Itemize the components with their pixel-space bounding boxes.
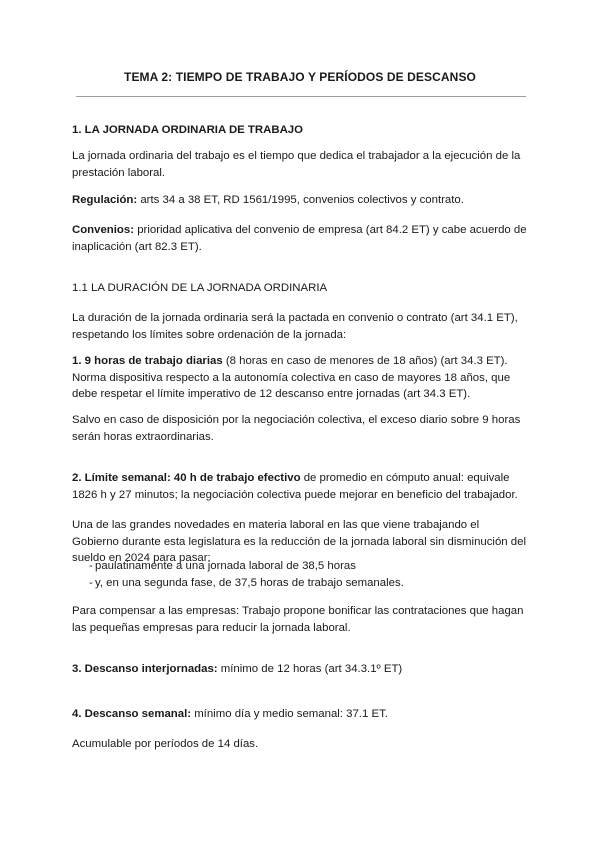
limit-4-paragraph [72,706,528,723]
limit-4-label: 4. Descanso semanal: [72,708,192,720]
limit-4-text: mínimo día y medio semanal: 37.1 ET. [191,708,388,720]
list-item: - paulatinamente a una jornada laboral de 38,5 horas [72,558,528,575]
accumulable-paragraph: Acumulable por períodos de 14 días. [72,738,259,750]
limit-3-paragraph [72,661,528,678]
regulacion-label: Regulación: [72,194,138,206]
reduction-list [72,558,528,591]
limit-2-label: 2. Límite semanal: 40 h de trabajo efectivo [72,472,301,484]
section-1-heading: 1. LA JORNADA ORDINARIA DE TRABAJO [72,124,303,136]
limit-1-label: 1. 9 horas de trabajo diarias [72,355,223,367]
overtime-paragraph: Salvo en caso de disposición por la negociación colectiva, el exceso diario sobre 9 horas serán horas extraordinarias. [72,414,521,443]
document-title: TEMA 2: TIEMPO DE TRABAJO Y PERÍODOS DE DESCANSO [124,70,476,84]
list-item: - y, en una segunda fase, de 37,5 horas de trabajo semanales. [72,575,528,592]
title-divider [76,96,526,97]
convenios-label: Convenios: [72,224,135,236]
convenios-paragraph [72,222,528,255]
limit-2-text: de promedio en cómputo anual: equivale 1826 h y 27 minutos; la negociación colectiva puede mejorar en beneficio del trabajador. [72,472,518,501]
section-1-1-paragraph: La duración de la jornada ordinaria será la pactada en convenio o contrato (art 34.1 ET), respetando los límites sobre ordenación de la jornada: [72,312,518,341]
limit-1-paragraph [72,353,528,403]
limit-3-text: mínimo de 12 horas (art 34.3.1º ET) [217,663,403,675]
convenios-text: prioridad aplicativa del convenio de empresa (art 84.2 ET) y cabe acuerdo de inaplicación (art 82.3 ET). [72,224,527,253]
limit-2-paragraph [72,470,528,503]
limit-1-text: (8 horas en caso de menores de 18 años) (art 34.3 ET). Norma dispositiva respecto a la autonomía colectiva en caso de mayores 18 años, que debe respetar el límite imperativo de 12 descanso entre jornadas (art 34.3 ET). [72,355,511,400]
section-1-1-heading: 1.1 LA DURACIÓN DE LA JORNADA ORDINARIA [72,282,328,294]
section-1-paragraph: La jornada ordinaria del trabajo es el tiempo que dedica el trabajador a la ejecución de la prestación laboral. [72,150,521,179]
compensation-paragraph: Para compensar a las empresas: Trabajo propone bonificar las contrataciones que hagan las pequeñas empresas para reducir la jornada laboral. [72,605,524,634]
reduction-paragraph: Una de las grandes novedades en materia laboral en las que viene trabajando el Gobierno durante esta legislatura es la reducción de la jornada laboral sin disminución del sueldo en 2024 para pasar: [72,519,527,564]
regulacion-paragraph [72,192,528,209]
regulacion-text: arts 34 a 38 ET, RD 1561/1995, convenios colectivos y contrato. [137,194,464,206]
limit-3-label: 3. Descanso interjornadas: [72,663,218,675]
